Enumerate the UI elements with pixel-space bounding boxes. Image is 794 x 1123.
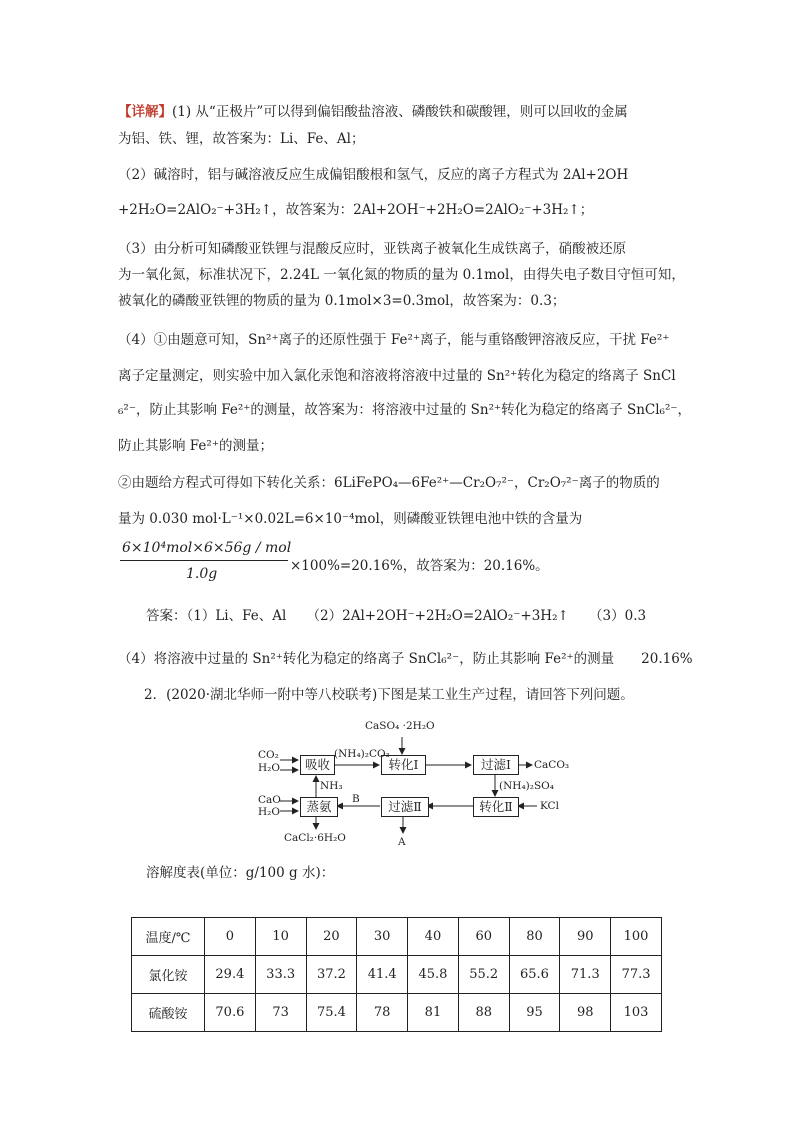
table-caption: 溶解度表(单位：g/100 g 水)： [146, 865, 335, 881]
detail-paragraph-1b: 为铝、铁、锂，故答案为：Li、Fe、Al； [118, 131, 365, 147]
table-cell: 71.3 [560, 956, 611, 994]
table-cell: 81 [408, 994, 459, 1032]
box-convert-1: 转化Ⅰ [381, 755, 426, 775]
detail-paragraph-4b: 离子定量测定，则实验中加入氯化汞饱和溶液将溶液中过量的 Sn²⁺转化为稳定的络离子 SnCl [118, 368, 676, 384]
table-row [132, 956, 662, 994]
label-b: B [352, 793, 360, 805]
label-h2o-bottom: H₂O [258, 806, 280, 818]
detail-paragraph-5b: 量为 0.030 mol·L⁻¹×0.02L=6×10⁻⁴mol，则磷酸亚铁锂电池中铁的含量为 [118, 511, 583, 527]
table-cell: 29.4 [205, 956, 256, 994]
label-nh3: NH₃ [320, 780, 343, 792]
box-absorb: 吸收 [300, 755, 335, 775]
label-cao: CaO [258, 794, 281, 806]
table-cell: 45.8 [408, 956, 459, 994]
detail-paragraph-4d: 防止其影响 Fe²⁺的测量； [118, 438, 273, 454]
fraction-denominator: 1.0g [186, 566, 218, 582]
detail-paragraph-4a: （4）①由题意可知，Sn²⁺离子的还原性强于 Fe²⁺离子，能与重铬酸钾溶液反应，干扰 Fe²⁺ [118, 332, 670, 348]
table-header-row [132, 918, 662, 956]
label-kcl: KCl [540, 800, 559, 812]
question-2-stem: 2．(2020·湖北华师一附中等八校联考)下图是某工业生产过程，请回答下列问题。 [144, 687, 634, 703]
label-a: A [398, 836, 406, 848]
answer-summary-2: （4）将溶液中过量的 Sn²⁺转化为稳定的络离子 SnCl₆²⁻，防止其影响 Fe²⁺的测量 20.16% [118, 651, 693, 667]
table-cell: 73 [255, 994, 306, 1032]
answer-summary-1: 答案：（1）Li、Fe、Al （2）2Al+2OH⁻+2H₂O=2AlO₂⁻+3H₂↑ （3）0.3 [146, 608, 647, 624]
table-row [132, 994, 662, 1032]
p1-text: (1) 从“正极片”可以得到偏铝酸盐溶液、磷酸铁和碳酸锂，则可以回收的金属 [172, 104, 628, 120]
detail-tag: 【详解】 [118, 104, 172, 120]
detail-paragraph-3c: 被氧化的磷酸亚铁锂的物质的量为 0.1mol×3=0.3mol，故答案为：0.3； [118, 293, 566, 309]
label-caco3: CaCO₃ [534, 759, 570, 771]
temp-cell: 90 [560, 918, 611, 956]
label-caso4: CaSO₄ ·2H₂O [365, 720, 435, 732]
row-label: 硫酸铵 [132, 994, 205, 1032]
label-nh4-2co3: (NH₄)₂CO₃ [334, 748, 390, 760]
table-cell: 41.4 [357, 956, 408, 994]
temp-cell: 0 [205, 918, 256, 956]
label-h2o-top: H₂O [258, 762, 280, 774]
temp-cell: 100 [611, 918, 662, 956]
detail-paragraph-2a: （2）碱溶时，铝与碱溶液反应生成偏铝酸根和氢气，反应的离子方程式为 2Al+2OH [118, 167, 629, 183]
table-cell: 37.2 [306, 956, 357, 994]
solubility-table [131, 917, 662, 1032]
table-cell: 95 [509, 994, 560, 1032]
temp-cell: 30 [357, 918, 408, 956]
box-filter-1: 过滤Ⅰ [473, 755, 519, 775]
temp-cell: 40 [408, 918, 459, 956]
temp-cell: 20 [306, 918, 357, 956]
box-filter-2: 过滤Ⅱ [381, 797, 429, 817]
box-convert-2: 转化Ⅱ [473, 797, 519, 817]
label-co2: CO₂ [258, 749, 279, 761]
table-cell: 78 [357, 994, 408, 1032]
temp-cell: 60 [458, 918, 509, 956]
label-cacl2: CaCl₂·6H₂O [284, 832, 346, 844]
detail-paragraph-3b: 为一氧化氮，标准状况下，2.24L 一氧化氮的物质的量为 0.1mol，由得失电子数目守恒可知， [118, 267, 685, 283]
table-cell: 65.6 [509, 956, 560, 994]
table-cell: 70.6 [205, 994, 256, 1032]
detail-paragraph-5a: ②由题给方程式可得如下转化关系：6LiFePO₄—6Fe²⁺—Cr₂O₇²⁻，Cr₂O₇²⁻离子的物质的 [118, 475, 660, 491]
table-cell: 98 [560, 994, 611, 1032]
table-cell: 55.2 [458, 956, 509, 994]
label-nh4-2so4: (NH₄)₂SO₄ [499, 780, 554, 792]
fraction-result: ×100%=20.16%，故答案为：20.16%。 [290, 558, 549, 574]
table-cell: 33.3 [255, 956, 306, 994]
header-label: 温度/℃ [132, 918, 205, 956]
temp-cell: 80 [509, 918, 560, 956]
box-ammonia: 蒸氨 [300, 797, 338, 817]
table-cell: 75.4 [306, 994, 357, 1032]
detail-paragraph-2b: +2H₂O=2AlO₂⁻+3H₂↑，故答案为：2Al+2OH⁻+2H₂O=2AlO₂⁻+3H₂↑； [118, 202, 594, 218]
fraction-numerator: 6×10⁴mol×6×56g / mol [122, 540, 292, 556]
detail-paragraph-4c: ₆²⁻，防止其影响 Fe²⁺的测量，故答案为：将溶液中过量的 Sn²⁺转化为稳定的络离子 SnCl₆²⁻， [118, 402, 691, 418]
table-cell: 103 [611, 994, 662, 1032]
row-label: 氯化铵 [132, 956, 205, 994]
detail-paragraph-3a: （3）由分析可知磷酸亚铁锂与混酸反应时，亚铁离子被氧化生成铁离子，硝酸被还原 [118, 241, 627, 257]
table-cell: 77.3 [611, 956, 662, 994]
temp-cell: 10 [255, 918, 306, 956]
table-cell: 88 [458, 994, 509, 1032]
